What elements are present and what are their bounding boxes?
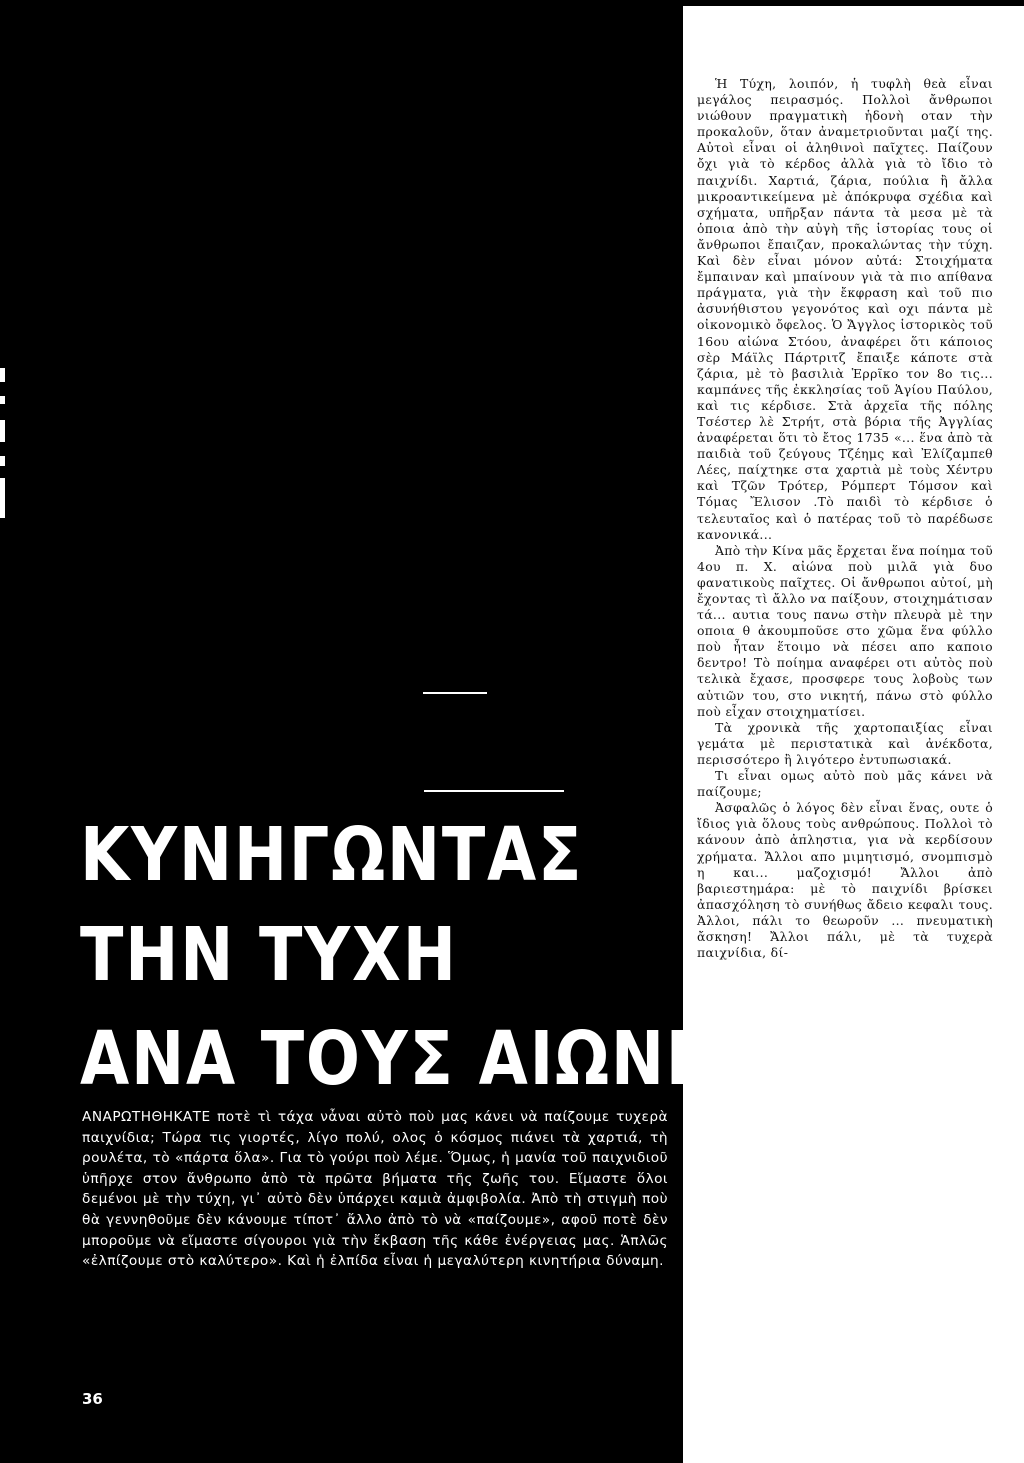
body-paragraph: Ἀσφαλῶς ὁ λόγος δὲν εἶναι ἕνας, ουτε ὁ ἴδιος γιὰ ὅλους τοὺς ανθρώπους. Πολλοὶ τὸ κάνουν ἀπὸ ἀπληστια, για νὰ κερδίσουν χρήματα. Ἄλλοι απο μιμητισμό, σνομπισμὸ η και... μαζοχισμό! Ἄλλοι ἀπὸ βαριεστημάρα: μὲ τὸ παιχνίδι βρίσκει ἀπασχόληση τὸ συνήθως ἄδειο κεφαλι τους. Ἀλλοι, πάλι το θεωροῦν ... πνευματικὴ ἄσκηση! Ἄλλοι πάλι, μὲ τὰ τυχερὰ παιχνίδια, δί- xyxy=(697,800,993,961)
scan-edge-mark xyxy=(0,456,5,466)
top-border-bar xyxy=(683,0,1024,6)
article-body-column xyxy=(697,76,993,961)
title-line-1: ΚΥΝΗΓΩΝΤΑΣ xyxy=(80,812,584,898)
scan-edge-mark xyxy=(0,368,5,382)
title-decorative-rule-long xyxy=(424,790,564,792)
body-paragraph: Ἡ Τύχη, λοιπόν, ἡ τυφλὴ θεὰ εἶναι μεγάλος πειρασμός. Πολλοὶ ἄνθρωποι νιώθουν πραγματικὴ ἡδονὴ οταν τὴν προκαλοῦν, ὅταν ἀναμετριοῦνται μαζί της. Αὐτοὶ εἶναι οἱ ἀληθινοὶ παῖχτες. Παίζουν ὄχι γιὰ τὸ κέρδος ἀλλὰ γιὰ τὸ ἴδιο τὸ παιχνίδι. Χαρτιά, ζάρια, πούλια ἢ ἄλλα μικροαντικείμενα μὲ ἀπόκρυφα σχέδια καὶ σχήματα, υπῆρξαν πάντα τὰ μεσα μὲ τὰ ὁποια ἀπὸ τὴν αὐγὴ τῆς ἱστορίας τους οἱ ἄνθρωποι ἔπαιζαν, προκαλώντας τὴν τύχη. Καὶ δὲν εἶναι μόνον αὐτά: Στοιχήματα ἔμπαιναν καὶ μπαίνουν γιὰ τὰ πιο απίθανα πράγματα, γιὰ τὴν ἔκφραση καὶ τοῦ πιο ἀσυνήθιστου γεγονότος καὶ οχι πάντα μὲ οἰκονομικὸ ὄφελος. Ὁ Ἄγγλος ἱστορικὸς τοῦ 16ου αἰώνα Στόου, ἀναφέρει ὅτι κάποιος σὲρ Μάϊλς Πάρτριτζ ἔπαιξε κάποτε στὰ ζάρια, μὲ τὸ βασιλιὰ Ἑρρῖκο τον 8ο τις... καμπάνες τῆς ἐκκλησίας τοῦ Ἁγίου Παύλου, καὶ τις κέρδισε. Στὰ ἀρχεῖα τῆς πόλης Τσέστερ λὲ Στρήτ, στὰ βόρια τῆς Ἀγγλίας ἀναφέρεται ὅτι τὸ ἔτος 1735 «... ἕνα ἀπὸ τὰ παιδιὰ τοῦ ζεύγους Τζέημς καὶ Ἐλίζαμπεθ Λέες, παίχτηκε στα χαρτιὰ μὲ τοὺς Χέντρυ καὶ Τζῶν Τρότερ, Ρόμπερτ Τόμσον καὶ Τόμας Ἔλισον .Τὸ παιδὶ τὸ κέρδισε ὁ τελευταῖος καὶ ὁ πατέρας τοῦ τὸ παρέδωσε κανονικά... xyxy=(697,76,993,542)
scan-edge-mark xyxy=(0,478,5,518)
intro-paragraph: ΑΝΑΡΩΤΗΘΗΚΑΤΕ ποτὲ τὶ τάχα νἆναι αὐτὸ ποὺ μας κάνει νὰ παίζουμε τυχερὰ παιχνίδια; Τώρα τις γιορτές, λίγο πολύ, ολος ὁ κόσμος πιάνει τὰ χαρτιά, τὴ ρουλέτα, τὸ «πάρτα ὅλα». Για τὸ γούρι ποὺ λέμε. Ὅμως, ἡ μανία τοῦ παιχνιδιοῦ ὑπῆρχε στον ἄνθρωπο ἀπὸ τὰ πρῶτα βήματα τῆς ζωῆς του. Εἴμαστε ὅλοι δεμένοι μὲ τὴν τύχη, γι᾽ αὐτὸ δὲν ὑπάρχει καμιὰ ἀμφιβολία. Ἀπὸ τὴ στιγμὴ ποὺ θὰ γεννηθοῦμε δὲν κάνουμε τίποτ᾽ ἄλλο ἀπὸ τὸ νὰ «παίζουμε», αφοῦ ποτὲ δὲν μποροῦμε νὰ εἴμαστε σίγουροι γιὰ τὴν ἔκβαση τῆς κάθε ἐνέργειας μας. Ἁπλῶς «ἐλπίζουμε στὸ καλύτερο». Καὶ ἡ ἐλπίδα εἶναι ἡ μεγαλύτερη κινητήρια δύναμη. xyxy=(82,1109,668,1270)
title-line-3: ΑΝΑ ΤΟΥΣ ΑΙΩΝΕΣ xyxy=(80,1016,757,1102)
title-line-2: ΤΗΝ ΤΥΧΗ xyxy=(80,912,458,998)
scan-edge-mark xyxy=(0,396,5,404)
body-paragraph: Τὰ χρονικὰ τῆς χαρτοπαιξίας εἶναι γεμάτα μὲ περιστατικὰ καὶ ἀνέκδοτα, περισσότερο ἢ λιγότερο ἐντυπωσιακά. xyxy=(697,719,993,767)
page-number: 36 xyxy=(82,1390,103,1408)
body-paragraph: Ἀπὸ τὴν Κίνα μᾶς ἔρχεται ἕνα ποίημα τοῦ 4ου π. Χ. αἰώνα ποὺ μιλᾶ γιὰ δυο φανατικοὺς παῖχτες. Οἱ ἄνθρωποι αὐτοί, μὴ ἔχοντας τὶ ἄλλο να παίξουν, στοιχημάτισαν τά... αυτια τους πανω στὴν πλευρὰ μὲ την οποια θ ἀκουμποῦσε στο χῶμα ἕνα φύλλο ποὺ ἦταν ἕτοιμο νὰ πέσει απο καποιο δεντρο! Τὸ ποίημα αναφέρει οτι αὐτὸς ποὺ τελικὰ ἔχασε, προσφερε τους λοβοὺς των αὐτιῶν του, στο νικητή, πάνω στὸ φύλλο ποὺ εἶχαν στοιχηματίσει. xyxy=(697,542,993,719)
scan-edge-mark xyxy=(0,420,5,442)
body-paragraph: Τι εἶναι ομως αὐτὸ ποὺ μᾶς κάνει νὰ παίζουμε; xyxy=(697,768,993,800)
title-decorative-rule-short xyxy=(423,692,487,694)
